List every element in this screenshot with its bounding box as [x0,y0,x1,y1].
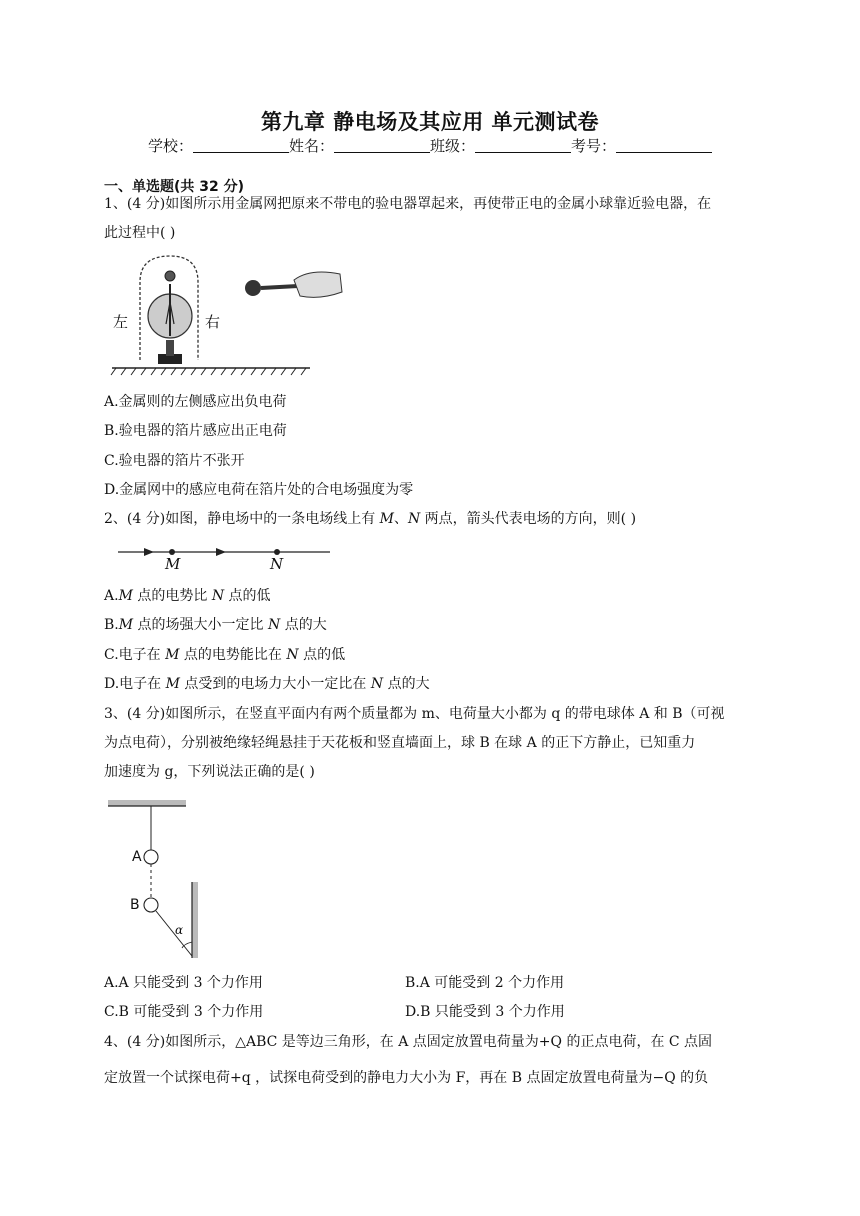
q4-stem-line2: 定放置一个试探电荷+q ，试探电荷受到的静电力大小为 F，再在 B 点固定放置电荷量为−Q 的负 [104,1070,709,1086]
class-blank [475,138,571,153]
q1-stem-line2: 此过程中( ) [104,225,176,241]
q3-option-d[interactable]: D.B 只能受到 3 个力作用 [405,1004,565,1020]
q2-fig-m-label: M [165,555,181,573]
q3-fig-a-label: A [132,849,142,865]
q2-option-c[interactable]: C.电子在 M 点的电势能比在 N 点的低 [104,647,346,663]
q1-option-c[interactable]: C.验电器的箔片不张开 [104,453,245,469]
q1-option-d[interactable]: D.金属网中的感应电荷在箔片处的合电场强度为零 [104,482,414,498]
q2-field-line-figure [116,542,336,572]
q3-option-b[interactable]: B.A 可能受到 2 个力作用 [405,975,565,991]
q1-fig-left-label: 左 [113,313,129,331]
q2-fig-n-label: N [270,555,284,573]
page-title: 第九章 静电场及其应用 单元测试卷 [260,110,600,134]
q3-stem-line2: 为点电荷），分别被绝缘轻绳悬挂于天花板和竖直墙面上，球 B 在球 A 的正下方静止，已知重力 [104,735,696,751]
q4-stem-line1: 4、(4 分)如图所示，△ABC 是等边三角形，在 A 点固定放置电荷量为+Q 的正点电荷，在 C 点固 [104,1034,713,1050]
q3-option-a[interactable]: A.A 只能受到 3 个力作用 [104,975,263,991]
q3-stem-line1: 3、(4 分)如图所示，在竖直平面内有两个质量都为 m、电荷量大小都为 q 的带电球体 A 和 B（可视 [104,706,725,722]
q3-option-c[interactable]: C.B 可能受到 3 个力作用 [104,1004,264,1020]
name-blank [334,138,430,153]
q3-stem-line3: 加速度为 g，下列说法正确的是( ) [104,764,315,780]
q2-option-d[interactable]: D.电子在 M 点受到的电场力大小一定比在 N 点的大 [104,676,430,692]
q1-option-b[interactable]: B.验电器的箔片感应出正电荷 [104,423,287,439]
school-blank [193,138,289,153]
q2-option-b[interactable]: B.M 点的场强大小一定比 N 点的大 [104,617,327,633]
q1-option-a[interactable]: A.金属则的左侧感应出负电荷 [104,394,287,410]
q1-stem-line1: 1、(4 分)如图所示用金属网把原来不带电的验电器罩起来，再使带正电的金属小球靠近验电器，在 [104,196,712,212]
q1-fig-right-label: 右 [205,313,221,331]
section-heading: 一、单选题(共 32 分) [104,179,245,195]
class-label: 班级： [430,137,476,155]
q2-option-a[interactable]: A.M 点的电势比 N 点的低 [104,588,271,604]
student-info-row [0,135,860,156]
q3-fig-b-label: B [130,897,140,913]
q1-electroscope-figure [110,254,350,378]
q3-fig-alpha-label: α [175,923,184,937]
q2-stem: 2、(4 分)如图，静电场中的一条电场线上有 M、N 两点，箭头代表电场的方向，则( ) [104,511,637,527]
school-label: 学校： [147,137,193,155]
exam-no-blank [616,138,712,153]
name-label: 姓名： [288,137,334,155]
q3-hanging-spheres-figure [104,796,204,962]
exam-no-label: 考号： [571,137,617,155]
